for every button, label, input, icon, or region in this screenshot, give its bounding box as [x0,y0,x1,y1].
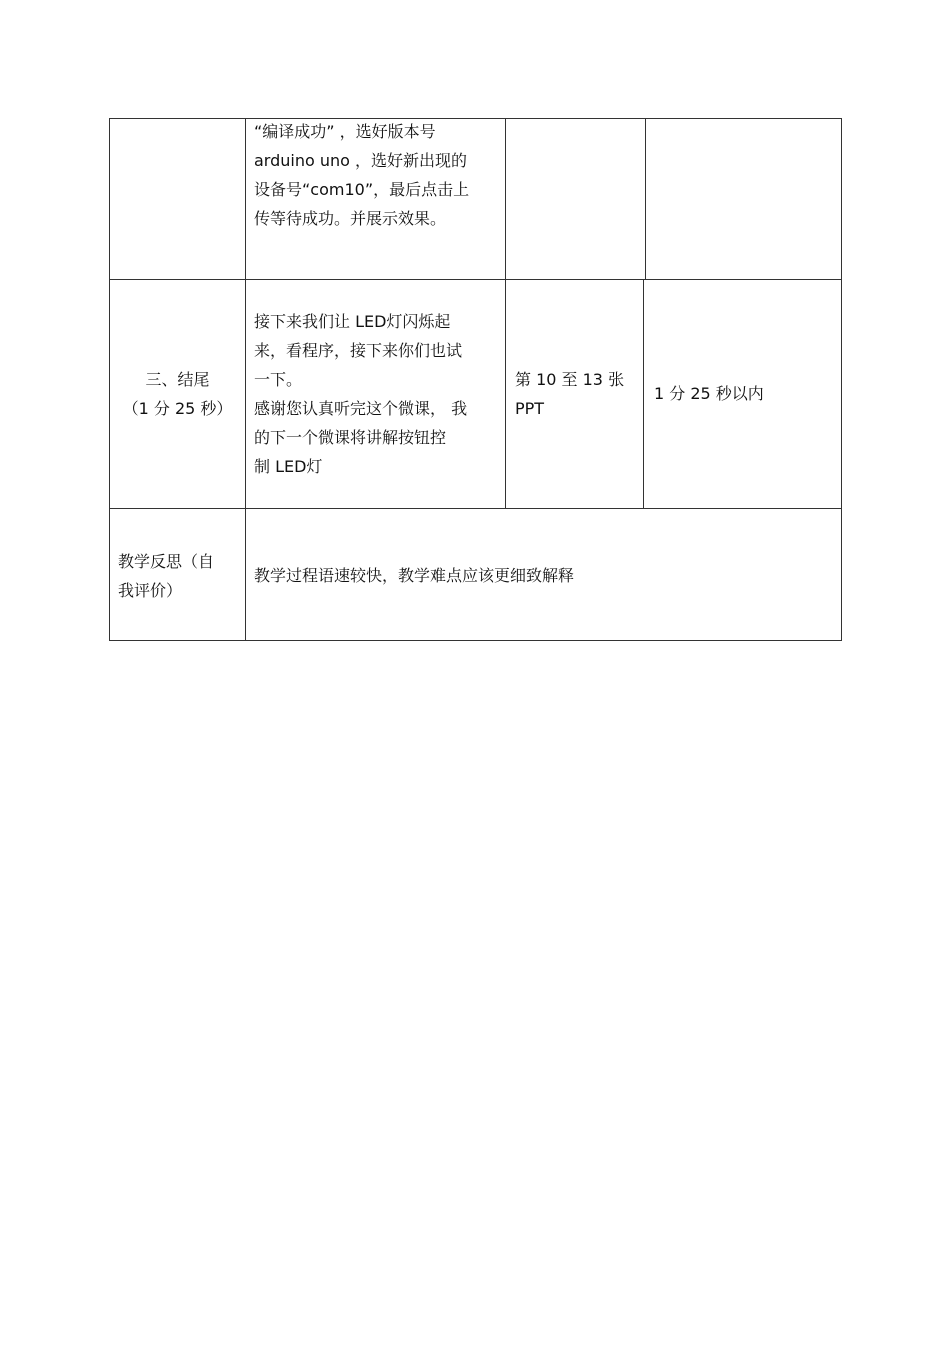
column-divider [245,118,246,641]
content-line: “编译成功” ，选好版本号 [254,122,436,141]
content-line: 来，看程序，接下来你们也试 [254,341,463,360]
reflection-content-cell: 教学过程语速较快，教学难点应该更细致解释 [254,566,575,585]
column-divider [643,280,644,509]
row-divider [109,279,842,280]
resource-line: 第 10 至 13 张 [515,370,625,389]
reflection-label-line: 教学反思（自 [118,552,215,571]
stage-title: 三、结尾 [145,370,210,389]
content-line: 感谢您认真听完这个微课， 我 [254,399,468,418]
row1-content-cell [254,117,469,233]
content-line: 的下一个微课将讲解按钮控 [254,428,447,447]
content-line: 传等待成功。并展示效果。 [254,209,447,228]
table-border-bottom [109,640,842,641]
content-line: 一下。 [254,370,303,389]
row2-time-cell: 1 分 25 秒以内 [654,384,764,403]
content-line: 设备号“com10”，最后点击上 [254,180,470,199]
row-divider [109,508,842,509]
table-border-top [109,118,842,119]
reflection-label-line: 我评价） [118,581,183,600]
resource-line: PPT [515,399,545,418]
row2-stage-cell [110,365,245,423]
content-line: 接下来我们让 LED灯闪烁起 [254,312,451,331]
row2-content-cell [254,307,467,481]
reflection-label-cell [118,547,214,605]
stage-duration: （1 分 25 秒） [122,399,233,418]
column-divider [645,118,646,280]
table-border-right [841,118,842,641]
content-line: 制 LED灯 [254,457,323,476]
row2-resource-cell [515,365,624,423]
content-line: arduino uno ，选好新出现的 [254,151,468,170]
column-divider [505,118,506,509]
